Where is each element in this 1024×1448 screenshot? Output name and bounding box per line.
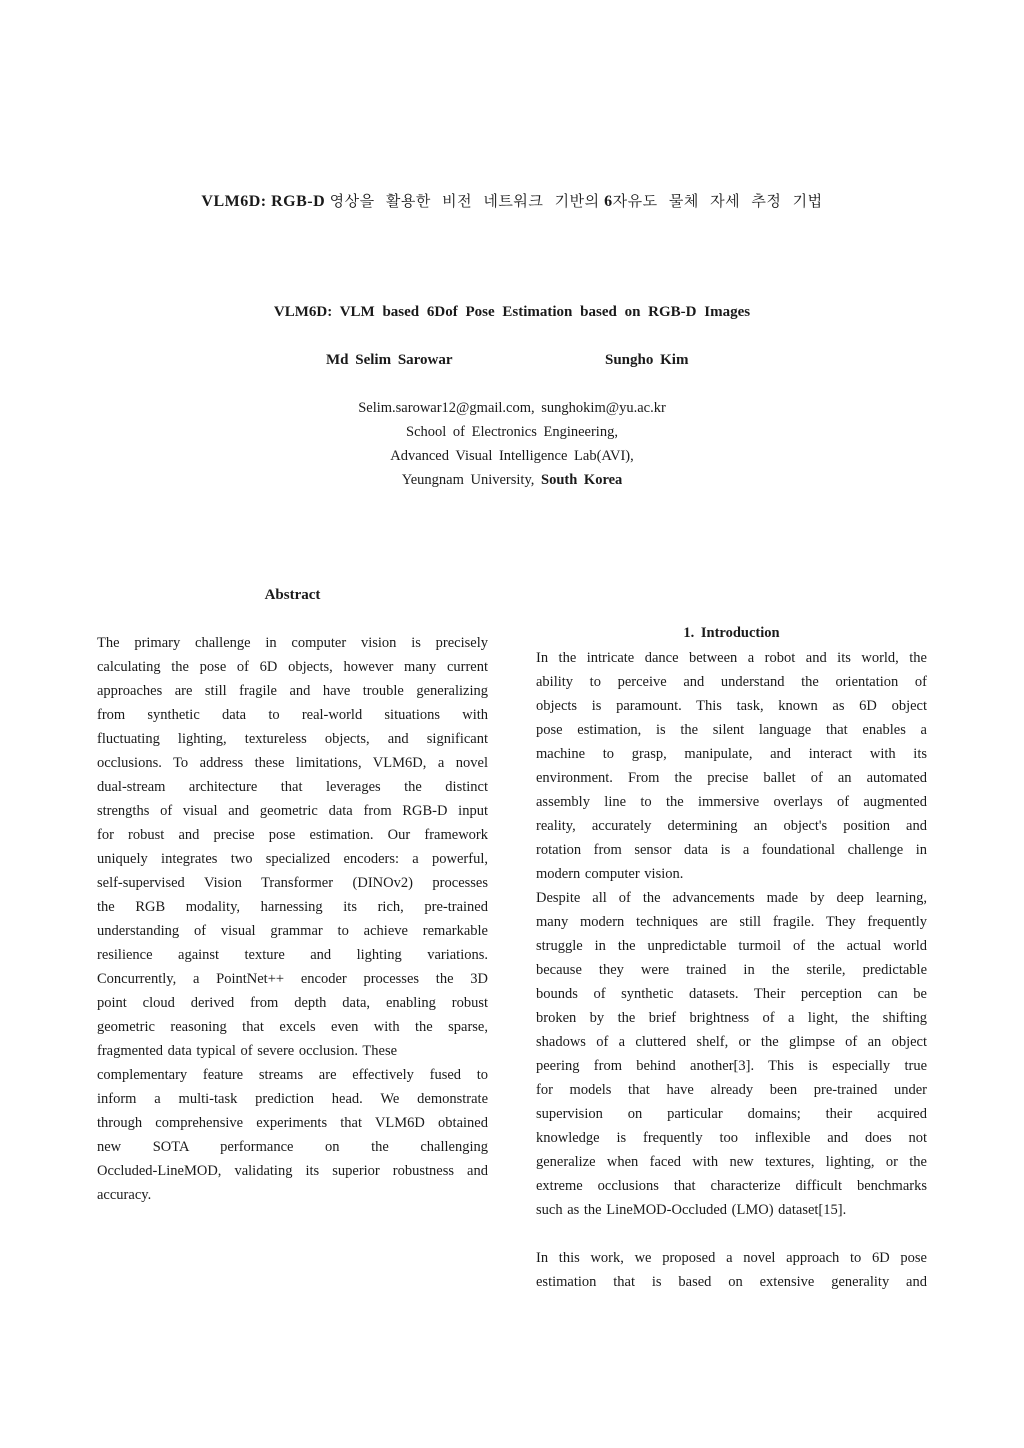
text-line-content: The primary challenge in computer vision is precisely — [97, 635, 488, 651]
text-line — [97, 727, 488, 751]
text-line-content: environment. From the precise ballet of an automated — [536, 770, 927, 786]
author-emails: Selim.sarowar12@gmail.com, sunghokim@yu.ac.kr — [358, 400, 666, 416]
text-line — [536, 1102, 927, 1126]
text-line-content: shadows of a cluttered shelf, or the glimpse of an object — [536, 1034, 927, 1050]
text-line-content: strengths of visual and geometric data from RGB-D input — [97, 803, 488, 819]
text-line-content: self-supervised Vision Transformer (DINOv2) processes — [97, 875, 488, 891]
text-line — [536, 1054, 927, 1078]
text-line-content: geometric reasoning that excels even with the sparse, — [97, 1019, 488, 1035]
text-line — [97, 847, 488, 871]
text-line — [97, 751, 488, 775]
text-line — [97, 1135, 488, 1159]
text-line — [536, 1174, 927, 1198]
text-line-content: Despite all of the advancements made by deep learning, — [536, 890, 927, 906]
text-line — [97, 823, 488, 847]
introduction-heading: 1. Introduction — [683, 625, 780, 641]
text-line — [97, 991, 488, 1015]
text-line — [97, 655, 488, 679]
korean-title-part1: 영상을 활용한 비전 네트워크 기반의 — [329, 192, 600, 210]
text-line-content: rotation from sensor data is a foundational challenge in — [536, 842, 927, 858]
text-line — [536, 718, 927, 742]
text-line — [536, 958, 927, 982]
text-line — [536, 814, 927, 838]
text-line-content: complementary feature streams are effectively fused to — [97, 1067, 488, 1083]
text-line-content: approaches are still fragile and have trouble generalizing — [97, 683, 488, 699]
text-line — [536, 1078, 927, 1102]
text-line-content: peering from behind another[3]. This is especially true — [536, 1058, 927, 1074]
text-line — [536, 694, 927, 718]
korean-title-number: 6 — [604, 193, 613, 210]
affiliation-school: School of Electronics Engineering, — [406, 424, 618, 440]
text-line — [97, 1039, 488, 1063]
text-line-content: resilience against texture and lighting variations. — [97, 947, 488, 963]
text-line — [97, 919, 488, 943]
text-line-content: occlusions. To address these limitations, VLM6D, a novel — [97, 755, 488, 771]
text-line-content: uniquely integrates two specialized encoders: a powerful, — [97, 851, 488, 867]
text-line — [97, 895, 488, 919]
text-line — [97, 775, 488, 799]
text-line — [536, 862, 927, 886]
text-line-content: understanding of visual grammar to achieve remarkable — [97, 923, 488, 939]
text-line — [97, 943, 488, 967]
text-line-content: because they were trained in the sterile, predictable — [536, 962, 927, 978]
text-line-content: pose estimation, is the silent language that enables a — [536, 722, 927, 738]
english-title: VLM6D: VLM based 6Dof Pose Estimation based on RGB-D Images — [273, 304, 751, 320]
text-line-content: struggle in the unpredictable turmoil of the actual world — [536, 938, 927, 954]
text-line — [536, 790, 927, 814]
text-line — [536, 1150, 927, 1174]
text-line — [536, 1246, 927, 1270]
text-line-content: assembly line to the immersive overlays of augmented — [536, 794, 927, 810]
text-line — [536, 1030, 927, 1054]
text-line-content: generalize when faced with new textures, lighting, or the — [536, 1154, 927, 1170]
text-line-content: fluctuating lighting, textureless objects, and significant — [97, 731, 488, 747]
text-line — [536, 1270, 927, 1294]
text-line-content: point cloud derived from depth data, enabling robust — [97, 995, 488, 1011]
text-line — [97, 1063, 488, 1087]
text-line — [97, 799, 488, 823]
text-line-content: dual-stream architecture that leverages the distinct — [97, 779, 488, 795]
text-line-content: from synthetic data to real-world situations with — [97, 707, 488, 723]
text-line-content: objects is paramount. This task, known as 6D object — [536, 698, 927, 714]
text-line-content: ability to perceive and understand the orientation of — [536, 674, 927, 690]
text-line-content: Concurrently, a PointNet++ encoder processes the 3D — [97, 971, 488, 987]
text-line — [536, 1126, 927, 1150]
author-name: Sungho Kim — [605, 352, 689, 368]
affiliation-lab: Advanced Visual Intelligence Lab(AVI), — [390, 448, 634, 464]
country-name: South Korea — [541, 472, 623, 488]
abstract-heading: Abstract — [264, 587, 321, 603]
text-line-content: such as the LineMOD-Occluded (LMO) dataset[15]. — [536, 1202, 847, 1218]
abstract-body — [97, 631, 488, 1207]
text-line — [97, 967, 488, 991]
text-line-content: machine to grasp, manipulate, and interact with its — [536, 746, 927, 762]
korean-title-prefix: VLM6D: RGB-D — [201, 193, 326, 210]
text-line — [536, 646, 927, 670]
text-line — [536, 886, 927, 910]
text-line-content: through comprehensive experiments that VLM6D obtained — [97, 1115, 488, 1131]
text-line-content: the RGB modality, harnessing its rich, pre-trained — [97, 899, 488, 915]
text-line-content: fragmented data typical of severe occlusion. These — [97, 1043, 398, 1059]
introduction-body — [536, 646, 927, 1222]
text-line — [536, 1006, 927, 1030]
text-line — [536, 910, 927, 934]
text-line-content: calculating the pose of 6D objects, however many current — [97, 659, 488, 675]
text-line — [536, 934, 927, 958]
text-line-content: estimation that is based on extensive generality and — [536, 1274, 927, 1290]
text-line — [97, 1111, 488, 1135]
text-line-content: broken by the brief brightness of a light, the shifting — [536, 1010, 927, 1026]
text-line — [97, 631, 488, 655]
text-line-content: for robust and precise pose estimation. Our framework — [97, 827, 488, 843]
text-line-content: extreme occlusions that characterize difficult benchmarks — [536, 1178, 927, 1194]
text-line-content: In the intricate dance between a robot and its world, the — [536, 650, 927, 666]
text-line — [97, 1159, 488, 1183]
text-line — [97, 703, 488, 727]
text-line — [97, 1015, 488, 1039]
text-line-content: Occluded-LineMOD, validating its superior robustness and — [97, 1163, 488, 1179]
text-line — [536, 766, 927, 790]
text-line — [97, 679, 488, 703]
text-line-content: new SOTA performance on the challenging — [97, 1139, 488, 1155]
text-line-content: modern computer vision. — [536, 866, 684, 882]
affiliation-university — [0, 472, 1024, 489]
text-line-content: knowledge is frequently too inflexible and does not — [536, 1130, 927, 1146]
text-line-content: accuracy. — [97, 1187, 152, 1203]
text-line — [536, 838, 927, 862]
introduction-body-continued — [536, 1246, 927, 1294]
text-line-content: supervision on particular domains; their acquired — [536, 1106, 927, 1122]
text-line — [97, 1183, 488, 1207]
text-line — [97, 871, 488, 895]
text-line-content: many modern techniques are still fragile. They frequently — [536, 914, 927, 930]
text-line-content: inform a multi-task prediction head. We demonstrate — [97, 1091, 488, 1107]
text-line — [536, 670, 927, 694]
text-line — [97, 1087, 488, 1111]
text-line-content: for models that have already been pre-trained under — [536, 1082, 927, 1098]
text-line-content: bounds of synthetic datasets. Their perception can be — [536, 986, 927, 1002]
text-line-content: reality, accurately determining an object's position and — [536, 818, 927, 834]
author-name: Md Selim Sarowar — [326, 352, 453, 368]
text-line — [536, 982, 927, 1006]
text-line-content: In this work, we proposed a novel approach to 6D pose — [536, 1250, 927, 1266]
text-line — [536, 1198, 927, 1222]
korean-title — [0, 190, 1024, 211]
korean-title-part2: 자유도 물체 자세 추정 기법 — [612, 192, 823, 210]
text-line — [536, 742, 927, 766]
university-name: Yeungnam University, — [401, 472, 535, 488]
